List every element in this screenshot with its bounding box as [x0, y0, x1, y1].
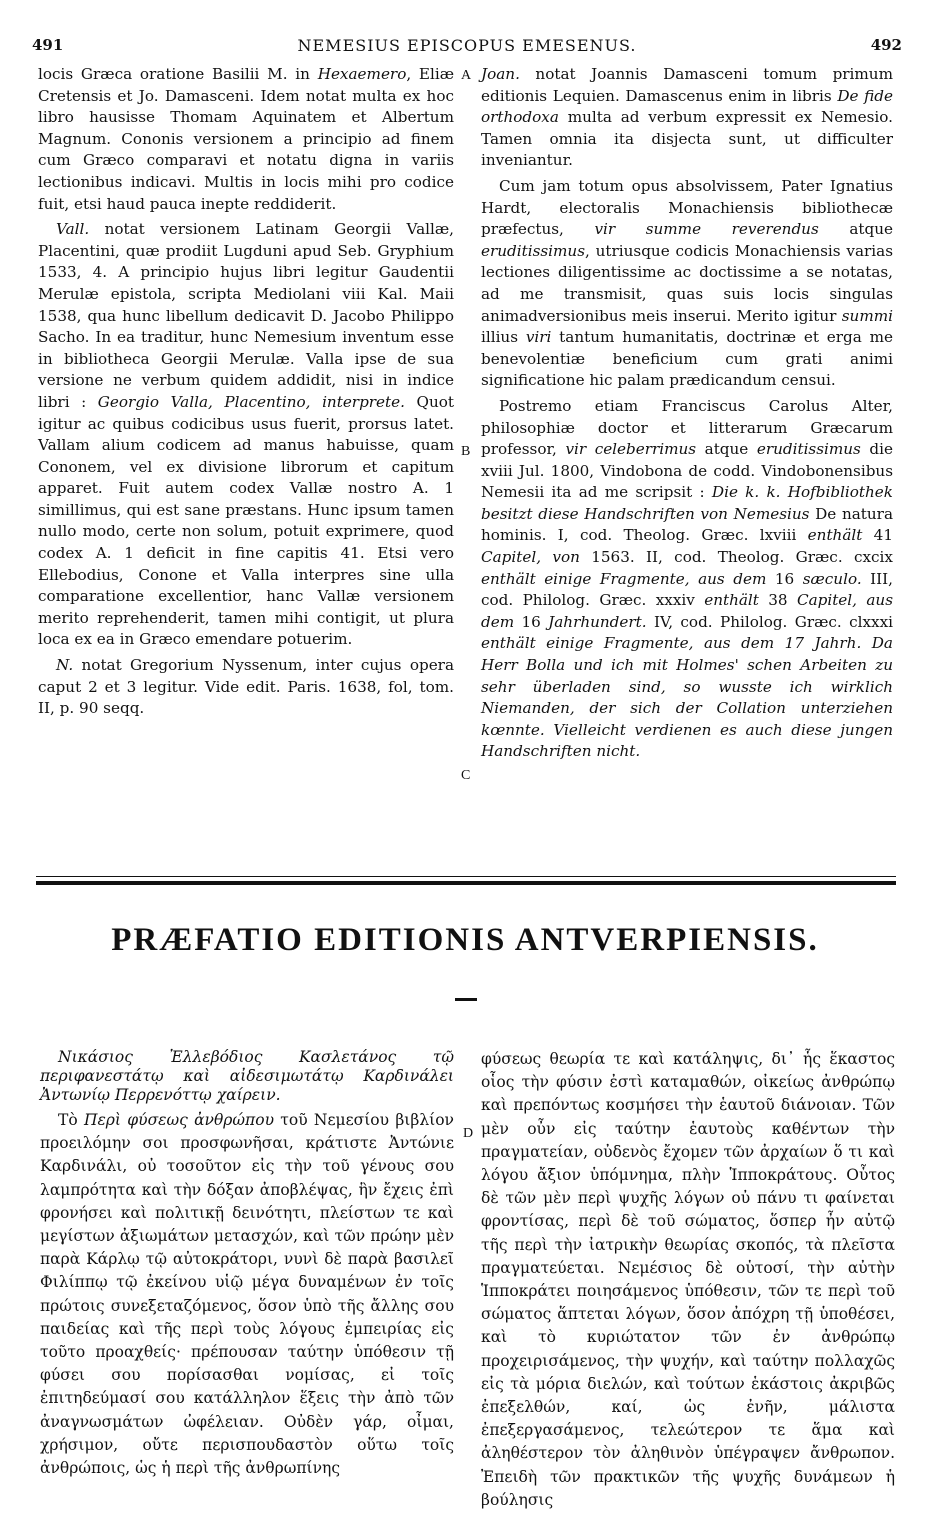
greek-salutation: Νικάσιος Ἐλλεβόδιος Κασλετάνος τῷ περιφανεστάτῳ καὶ αἰδεσιμωτάτῳ Καρδινάλει Ἀντωνίῳ Περρενόττῳ χαίρειν. [40, 1048, 454, 1104]
column-left-top [38, 64, 454, 724]
column-right-top [481, 64, 893, 767]
divider-rule-thin [36, 876, 896, 877]
column-left-greek [40, 1048, 454, 1484]
paragraph-basil: locis Græca oratione Basilii M. in Hexaemero, Eliæ Cretensis et Jo. Damasceni. Idem notat multa ex hoc libro hausisse Thomam Aquinatem et Albertum Magnum. Cononis versionem a principio ad finem cum Græco comparavi et notatu digna in variis lectionibus indicavi. Multis in locis mihi pro codice fuit, etsi haud pauca inepte reddiderit. [38, 65, 455, 213]
page-number-right: 492 [870, 36, 902, 54]
divider-rule-thick [36, 881, 896, 885]
paragraph-joan: Joan. notat Joannis Damasceni tomum primum editionis Lequien. Damascenus enim in libris De fide orthodoxa multa ad verbum expressit ex Nemesio. Tamen omnia ita disjecta sunt, ut difficulter inveniantur. [481, 65, 893, 170]
margin-marker-c: C [461, 768, 471, 783]
page-header [32, 36, 902, 58]
margin-marker-d: D [463, 1126, 474, 1141]
margin-marker-a: A [461, 68, 472, 83]
column-right-greek [481, 1048, 895, 1516]
paragraph-vall: Vall. notat versionem Latinam Georgii Vallæ, Placentini, quæ prodiit Lugduni apud Seb. Gryphium 1533, 4. A principio hujus libri legitur Gaudentii Merulæ epistola, scripta Mediolani viii Kal. Maii 1538, qua hunc libellum dedicavit D. Jacobo Philippo Sacho. In ea traditur, hunc Nemesium inventum esse in bibliotheca Georgii Merulæ. Valla ipse de sua versione ne verbum quidem addidit, nisi in indice libri : Georgio Valla, Placentino, interprete. Quot igitur ac quibus codicibus usus fuerit, prorsus latet. Vallam alium codicem ad manus habuisse, quam Cononem, vel ex divisione librorum et capitum apparet. Fuit autem codex Vallæ nostro A. 1 simillimus, qui est sane præstans. Hunc ipsum tamen nullo modo, certe non solum, potuit exprimere, quod codex A. 1 deficit in fine capitis 41. Etsi vero Ellebodius, Conone et Valla interpres sine ulla comparatione excellentior, hanc Vallæ versionem merito reprehenderit, tamen mihi contigit, ut plura loca ex ea in Græco emendare potuerim. [38, 220, 454, 649]
greek-paragraph-right: φύσεως θεωρία τε καὶ κατάληψις, δι᾿ ἧς ἕκαστος οἷος τὴν φύσιν ἐστὶ καταμαθών, οἰκείως ἀνθρώπῳ καὶ πρεπόντως κοσμήσει τὴν ἑαυτοῦ διάνοιαν. Τῶν μὲν οὖν εἰς ταύτην ἑαυτοὺς καθέντων τὴν πραγματείαν, οὐδενὸς ἔχομεν τῶν ἀρχαίων ὅ τι καὶ λόγου ἄξιον ὑπόμνημα, πλὴν Ἱπποκράτους. Οὗτος δὲ τῶν μὲν περὶ ψυχῆς λόγων οὐ πάνυ τι φαίνεται φροντίσας, περὶ δὲ τοῦ σώματος, ὅσπερ ἦν αὐτῷ τῆς περὶ τὴν ἰατρικὴν θεωρίας σκοπός, τὰ πλεῖστα πραγματεύεται. Νεμέσιος δὲ οὑτοσί, τὴν αὐτὴν Ἱπποκράτει ποιησάμενος ὑπόθεσιν, τῶν τε περὶ τοῦ σώματος ἅπτεται λόγων, ὅσον ἀπόχρη τῇ ὑποθέσει, καὶ τὸ κυριώτατον τῶν ἐν ἀνθρώπῳ προχειρισάμενος, τὴν ψυχήν, καὶ ταύτην πολλαχῶς εἰς τὰ μόρια διελών, καὶ τούτων ἑκάστοις ἀκριβῶς ἐπεξελθών, καί, ὡς ἐνῆν, μάλιστα ἐπεξεργασάμενος, τελεώτερον τε ἅμα καὶ ἀληθέστερον τὸν ἀληθινὸν ὑπέγραψεν ἄνθρωπον. Ἐπειδὴ τῶν πρακτικῶν τῆς ψυχῆς δυνάμεων ἡ βούλησις [481, 1050, 895, 1509]
margin-marker-b: B [461, 444, 471, 459]
section-title: PRÆFATIO EDITIONIS ANTVERPIENSIS. [111, 922, 819, 958]
greek-paragraph-left: Τὸ Περὶ φύσεως ἀνθρώπου τοῦ Νεμεσίου βιβλίον προειλόμην σοι προσφωνῆσαι, κράτιστε Ἀντώνιε Καρδινάλι, οὐ τοσοῦτον εἰς τὴν τοῦ γένους σου λαμπρότητα καὶ τὴν δόξαν ἀποβλέψας, ἣν ἔχεις ἐπὶ φρονήσει καὶ πολιτικῇ δεινότητι, πλείστων τε καὶ μεγίστων ἀξιωμάτων μετασχών, καὶ τῶν πρώην μὲν παρὰ Κάρλῳ τῷ αὐτοκράτορι, νυνὶ δὲ παρὰ βασιλεῖ Φιλίππῳ τῷ ἐκείνου υἱῷ μέγα δυναμένων ἐν τοῖς πρώτοις συνεξεταζόμενος, ὅσον ὑπὸ τῆς ἄλλης σου παιδείας καὶ τῆς περὶ τοὺς λόγους ἐμπειρίας εἰς τοῦτο προαχθείς· πρέπουσαν ταύτην ὑπόθεσιν τῇ φύσει σου πορίσασθαι νομίσας, εἰ τοῖς ἐπιτηδεύμασί σου κατάλληλον ἕξεις τὴν ἀπὸ τῶν ἀναγνωσμάτων ὠφέλειαν. Οὐδὲν γάρ, οἶμαι, χρήσιμον, οὔτε περισπουδαστὸν οὕτω τοῖς ἀνθρώποις, ὡς ἡ περὶ τῆς ἀνθρωπίνης [40, 1111, 454, 1478]
page-number-left: 491 [32, 36, 64, 54]
title-dash [455, 998, 477, 1001]
paragraph-alter: Postremo etiam Franciscus Carolus Alter, philosophiæ doctor et litterarum Græcarum professor, vir celeberrimus atque eruditissimus die xviii Jul. 1800, Vindobona de codd. Vindobonensibus Nemesii ita ad me scripsit : Die k. k. Hofbibliothek besitzt diese Handschriften von Nemesius De natura hominis. I, cod. Theolog. Græc. lxviii enthält 41 Capitel, von 1563. II, cod. Theolog. Græc. cxcix enthält einige Fragmente, aus dem 16 sæculo. III, cod. Philolog. Græc. xxxiv enthält 38 Capitel, aus dem 16 Jahrhundert. IV, cod. Philolog. Græc. clxxxi enthält einige Fragmente, aus dem 17 Jahrh. Da Herr Bolla und ich mit Holmes' schen Arbeiten zu sehr überladen sind, so wusste ich wirklich Niemanden, der sich der Collation unterziehen kœnnte. Vielleicht verdienen es auch diese jungen Handschriften nicht. [481, 396, 894, 761]
paragraph-hardt: Cum jam totum opus absolvissem, Pater Ignatius Hardt, electoralis Monachiensis bibliothecæ præfectus, vir summe reverendus atque eruditissimus, utriusque codicis Monachiensis varias lectiones diligentissime ac doctissime a se notatas, ad me transmisit, quas suis locis singulas animadversionibus meis inserui. Merito igitur summi illius viri tantum humanitatis, doctrinæ et erga me benevolentiæ beneficium cum grati animi significatione hic palam prædicandum censui. [481, 176, 893, 390]
running-title: NEMESIUS EPISCOPUS EMESENUS. [297, 36, 637, 55]
paragraph-nyssen: N. notat Gregorium Nyssenum, inter cujus opera caput 2 et 3 legitur. Vide edit. Paris. 1638, fol, tom. II, p. 90 seqq. [38, 656, 454, 718]
